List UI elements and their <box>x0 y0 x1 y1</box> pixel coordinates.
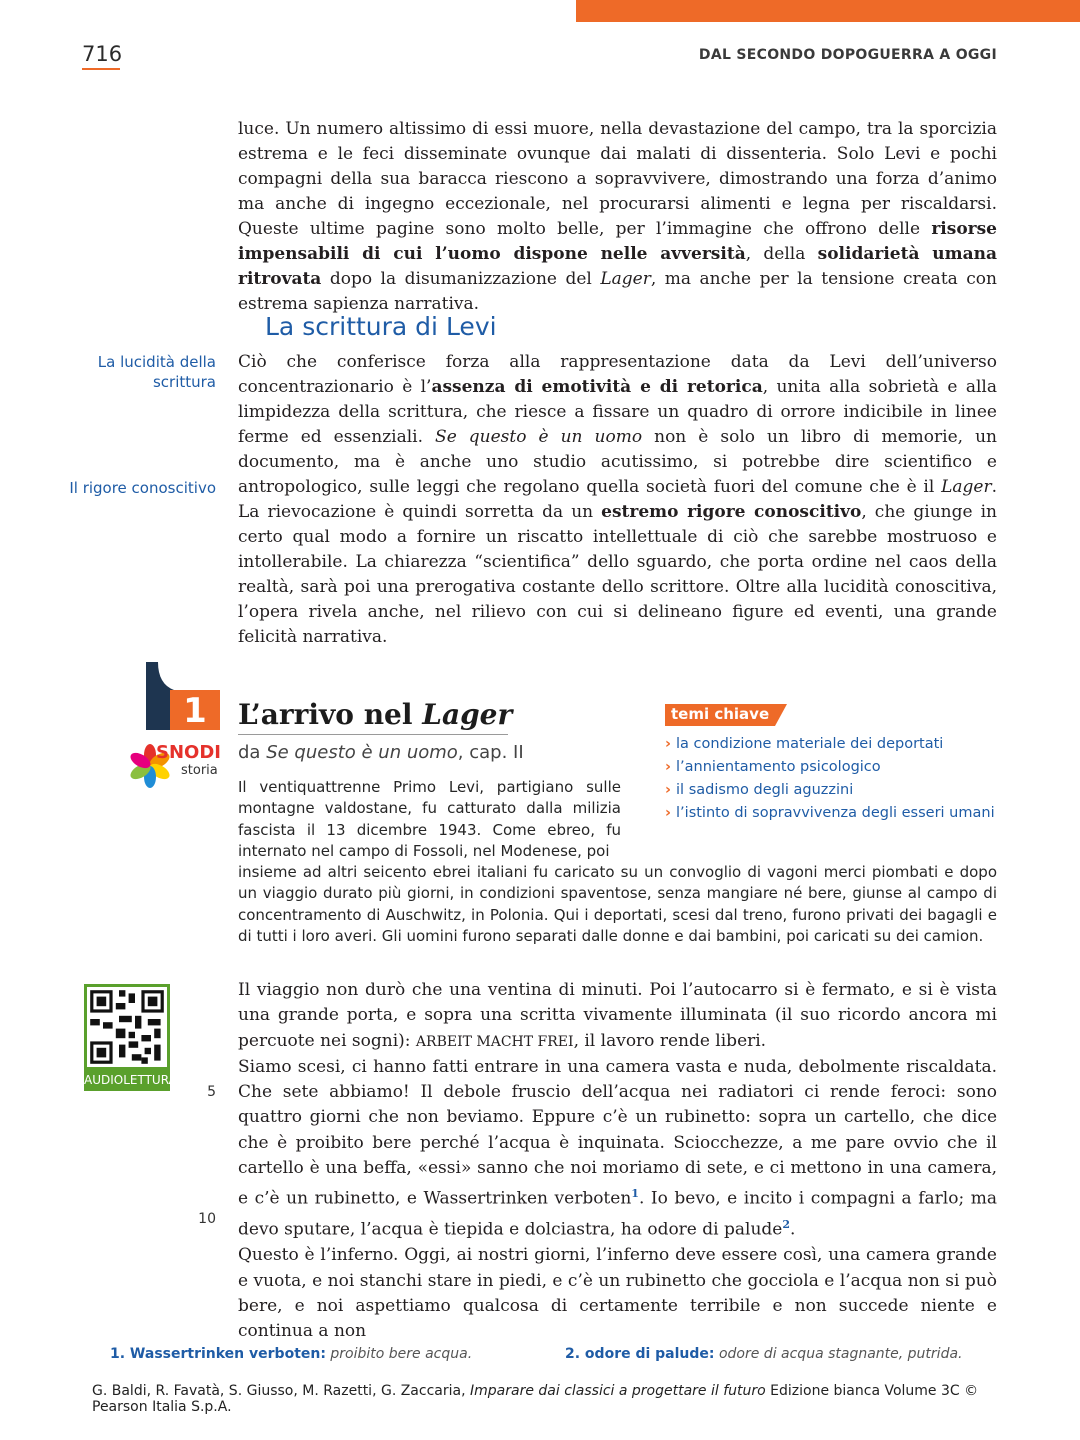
page-number-underline <box>82 68 120 70</box>
top-accent-bar <box>576 0 1080 22</box>
line-number: 10 <box>198 1211 216 1227</box>
temi-item: › la condizione materiale dei deportati <box>665 733 995 756</box>
qr-code[interactable] <box>84 984 170 1070</box>
intro-paragraph: Il ventiquattrenne Primo Levi, partigiano sulle montagne valdostane, fu catturato dalla milizia fascista il 13 dicembre 1943. Come ebreo, fu internato nel campo di Fossoli, nel Modenese, poi <box>238 778 621 860</box>
title-underline <box>238 734 508 735</box>
snodi-sublabel: storia <box>181 763 218 778</box>
text-number: 1 <box>183 691 207 731</box>
footnote-ref[interactable]: 2 <box>782 1218 790 1232</box>
opening-paragraph: luce. Un numero altissimo di essi muore, nella devastazione del campo, tra la sporcizia estrema e le feci disseminate ovunque dai malati di dissenteria. Solo Levi e pochi compagni della sua baracca riescono a sopravvivere, dimostrando una forza d’animo ma anche di ingegno eccezionale, nel procurarsi alimenti e legna per riscaldarsi. Queste ultime pagine sono molto belle, per l’immagine che offrono delle risorse impensabili di cui l’uomo dispone nelle avversità, della solidarietà umana ritrovata dopo la disumanizzazione del Lager, ma anche per la tensione creata con estrema sapienza narrativa. <box>238 119 997 314</box>
side-note-rigore: Il rigore conoscitivo <box>69 479 216 497</box>
running-title: DAL SECONDO DOPOGUERRA A OGGI <box>698 47 997 63</box>
footnote-ref[interactable]: 1 <box>631 1187 639 1201</box>
temi-item: › il sadismo degli aguzzini <box>665 779 995 802</box>
footnote-1: 1. Wassertrinken verboten: proibito bere acqua. <box>110 1346 473 1362</box>
temi-label: temi chiave <box>671 705 770 723</box>
temi-list <box>665 733 995 825</box>
intro-paragraph-continued: insieme ad altri seicento ebrei italiani fu caricato su un convoglio di vagoni merci piombati e dopo un viaggio durato più giorni, in condizioni spaventose, senza mangiare né bere, giunse al campo di concentramento di Auschwitz, in Polonia. Qui i deportati, scesi dal treno, furono privati dei bagagli e di tutti i loro averi. Gli uomini furono separati dalle donne e dai bambini, poi caricati su dei camion. <box>238 863 997 945</box>
section-paragraph: Ciò che conferisce forza alla rappresentazione data da Levi dell’universo concentrazionario è l’assenza di emotività e di retorica, unita alla sobrietà e alla limpidezza della scrittura, che riesce a fissare un quadro di orrore indicibile in linee ferme ed essenziali. Se questo è un uomo non è solo un libro di memorie, un documento, ma è anche uno studio acutissimo, si potrebbe dire scientifico e antropologico, sulle leggi che regolano quella società fuori del comune che è il Lager. La rievocazione è quindi sorretta da un estremo rigore conoscitivo, che giunge in certo qual modo a fornire un riscatto intellettuale di ciò che sarebbe mostruoso e intollerabile. La chiarezza “scientifica” dello sguardo, che porta ordine nel caos della realtà, sarà poi una prerogativa costante dello scrittore. Oltre alla lucidità conoscitiva, l’opera rivela anche, nel rilievo con cui si delineano figure ed eventi, una grande felicità narrativa. <box>238 352 997 647</box>
section-title: La scrittura di Levi <box>265 312 497 341</box>
excerpt-text <box>238 978 997 1344</box>
excerpt-paragraph: Il viaggio non durò che una ventina di minuti. Poi l’autocarro si è fermato, e si è vista una grande porta, e sopra una scritta vivamente illuminata (il suo ricordo ancora mi percuote nei sogni): ARBEIT MACHT FREI, il lavoro rende liberi. <box>238 980 997 1051</box>
excerpt-paragraph: Siamo scesi, ci hanno fatti entrare in una camera vasta e nuda, debolmente riscaldata. Che sete abbiamo! Il debole fruscio dell’acqua nei radiatori ci rende feroci: sono quattro giorni che non beviamo. Eppure c’è un rubinetto: sopra un cartello, che dice che è proibito bere perché l’acqua è inquinata. Sciocchezze, a me pare ovvio che il cartello è una beffa, «essi» sanno che noi moriamo di sete, e ci mettono in una camera, e c’è un rubinetto, e Wassertrinken verboten$^1$. Io bevo, e incito i compagni a farlo; ma devo sputare, l’acqua è tiepida e dolciastra, ha odore di palude$^2$. <box>238 1056 997 1240</box>
snodi-label: SNODI <box>156 742 221 763</box>
side-note-lucidita: La lucidità della scrittura <box>97 353 216 391</box>
line-number: 5 <box>207 1084 216 1100</box>
excerpt-paragraph: Questo è l’inferno. Oggi, ai nostri giorni, l’inferno deve essere così, una camera grande e vuota, e noi stanchi stare in piedi, e c’è un rubinetto che gocciola e l’acqua non si può bere, e noi aspettiamo qualcosa di certamente terribile e non succede niente e continua a non <box>238 1245 997 1342</box>
text-title: L’arrivo nel Lager <box>238 698 513 731</box>
page-number: 716 <box>82 42 123 66</box>
credit-line: G. Baldi, R. Favatà, S. Giusso, M. Razetti, G. Zaccaria, Imparare dai classici a progettare il futuro Edizione bianca Volume 3C © Pearson Italia S.p.A. <box>92 1383 979 1415</box>
footnote-2: 2. odore di palude: odore di acqua stagnante, putrida. <box>565 1346 963 1362</box>
audio-label[interactable]: AUDIOLETTURA <box>84 1070 170 1091</box>
temi-item: › l’istinto di sopravvivenza degli esseri umani <box>665 802 995 825</box>
qr-code-icon <box>87 987 167 1067</box>
text-source: da Se questo è un uomo, cap. II <box>238 742 524 763</box>
temi-item: › l’annientamento psicologico <box>665 756 995 779</box>
